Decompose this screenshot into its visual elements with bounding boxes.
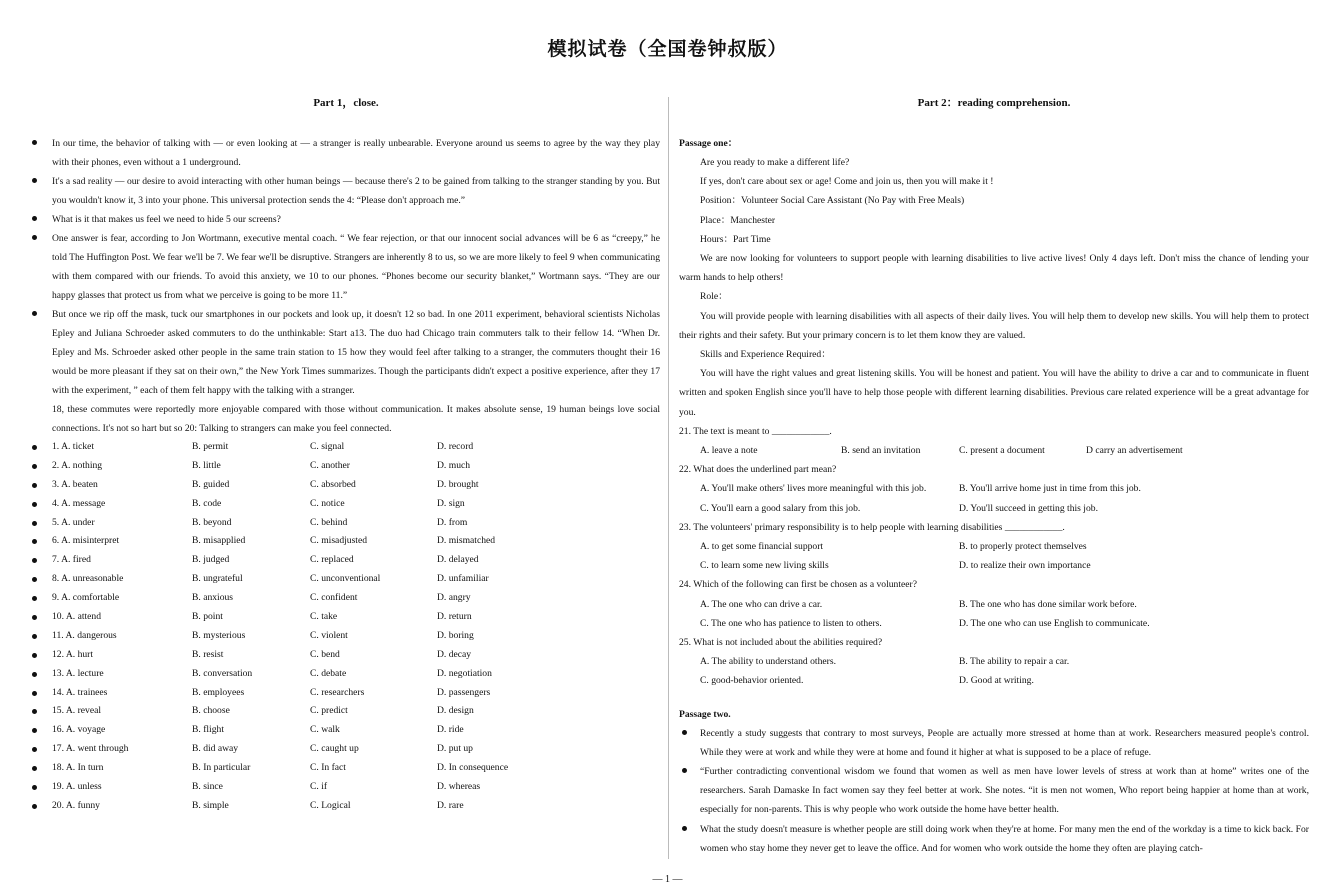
question-row xyxy=(32,532,660,551)
bullet-icon xyxy=(32,539,37,544)
option-c[interactable]: C. misadjusted xyxy=(310,535,368,547)
ad-line: Hours：Part Time xyxy=(700,233,771,245)
question-row xyxy=(32,476,660,495)
option-a[interactable]: A. leave a note xyxy=(700,445,758,457)
option-d[interactable]: D. brought xyxy=(437,478,479,490)
option-b[interactable]: B. judged xyxy=(192,554,230,566)
option-a[interactable]: 6. A. misinterpret xyxy=(52,535,120,547)
option-a[interactable]: 7. A. fired xyxy=(52,554,91,566)
option-c[interactable]: C. The one who has patience to listen to others. xyxy=(700,617,882,629)
option-d[interactable]: D. decay xyxy=(437,648,472,660)
option-a[interactable]: 8. A. unreasonable xyxy=(52,573,124,585)
bullet-icon xyxy=(32,311,37,316)
option-c[interactable]: C. violent xyxy=(310,629,348,641)
passage-two-paragraph: Recently a study suggests that contrary to most surveys, People are actually more stressed at home than at work. Researchers measured people's control. While they were at work and while they were at home and found it higher at what is supposed to be a place of refuge. xyxy=(679,724,1309,762)
bullet-icon xyxy=(32,483,37,488)
option-d[interactable]: D. much xyxy=(437,459,471,471)
passage-two-paragraph: “Further contradicting conventional wisdom we found that women as well as men have lower levels of stress at work than at home” writes one of the researchers. Sarah Damaske In fact women say they feel better at work. She notes. “it is men not women, Who report being happier at home than at work, especially for non-parents. This is why people who work outside the home have better health. xyxy=(679,762,1309,820)
ad-line: Are you ready to make a different life? xyxy=(700,157,850,168)
option-b[interactable]: B. did away xyxy=(192,743,239,755)
question-row xyxy=(32,608,660,627)
option-b[interactable]: B. simple xyxy=(192,799,229,811)
option-a[interactable]: A. to get some financial support xyxy=(700,541,824,553)
option-b[interactable]: B. You'll arrive home just in time from this job. xyxy=(959,483,1141,495)
part2-column xyxy=(679,96,1309,858)
question-row xyxy=(32,721,660,740)
option-a[interactable]: 16. A. voyage xyxy=(52,724,106,736)
options-row xyxy=(679,652,1309,671)
option-d[interactable]: D. angry xyxy=(437,592,471,604)
option-c[interactable]: C. good-behavior oriented. xyxy=(700,675,804,687)
option-a[interactable]: 14. A. trainees xyxy=(52,686,108,698)
passage-two-label: Passage two. xyxy=(679,708,731,720)
option-c[interactable]: C. caught up xyxy=(310,743,359,755)
option-a[interactable]: 17. A. went through xyxy=(52,743,129,755)
option-a[interactable]: 9. A. comfortable xyxy=(52,592,120,604)
bullet-icon xyxy=(32,596,37,601)
option-d[interactable]: D. return xyxy=(437,611,472,623)
option-b[interactable]: B. flight xyxy=(192,724,224,736)
option-b[interactable]: B. choose xyxy=(192,705,230,717)
option-c[interactable]: C. debate xyxy=(310,667,347,679)
question-21: 21. The text is meant to ____________. xyxy=(679,425,832,437)
question-23: 23. The volunteers' primary responsibility is to help people with learning disabilities ____________. xyxy=(679,521,1065,533)
option-b[interactable]: B. anxious xyxy=(192,592,234,604)
bullet-icon xyxy=(32,653,37,658)
option-d[interactable]: D. record xyxy=(437,441,474,452)
option-b[interactable]: B. to properly protect themselves xyxy=(959,541,1087,553)
option-a[interactable]: 11. A. dangerous xyxy=(52,629,117,641)
bullet-icon xyxy=(682,826,687,831)
bullet-icon xyxy=(32,766,37,771)
bullet-icon xyxy=(32,445,37,450)
skills-label: Skills and Experience Required： xyxy=(700,349,831,361)
option-c[interactable]: C. signal xyxy=(310,441,345,452)
option-b[interactable]: B. send an invitation xyxy=(841,445,921,457)
option-d[interactable]: D. mismatched xyxy=(437,535,496,547)
question-row xyxy=(32,551,660,570)
option-a[interactable]: 13. A. lecture xyxy=(52,667,104,679)
column-divider xyxy=(668,97,669,859)
option-d[interactable]: D. In consequence xyxy=(437,762,509,774)
question-row xyxy=(32,570,660,589)
bullet-icon xyxy=(32,615,37,620)
option-d[interactable]: D. rare xyxy=(437,799,464,811)
question-row xyxy=(32,684,660,703)
option-d[interactable]: D. The one who can use English to communicate. xyxy=(959,617,1150,629)
option-a[interactable]: 1. A. ticket xyxy=(52,441,95,452)
option-d[interactable]: D. whereas xyxy=(437,781,481,793)
question-row xyxy=(32,778,660,797)
question-row xyxy=(32,759,660,778)
bullet-icon xyxy=(32,577,37,582)
bullet-icon xyxy=(32,178,37,183)
option-c[interactable]: C. replaced xyxy=(310,554,354,566)
option-b[interactable]: B. mysterious xyxy=(192,629,246,641)
option-c[interactable]: C. predict xyxy=(310,705,348,717)
option-c[interactable]: C. behind xyxy=(310,516,348,528)
question-24: 24. Which of the following can first be chosen as a volunteer? xyxy=(679,579,917,591)
ad-body: We are now looking for volunteers to support people with learning disabilities to live active lives! Only 4 days left. Don't miss the chance of lending your warm hands to help others! xyxy=(679,253,1309,284)
bullet-icon xyxy=(32,521,37,526)
option-b[interactable]: B. ungrateful xyxy=(192,573,243,585)
option-c[interactable]: C. absorbed xyxy=(310,478,356,490)
options-row xyxy=(679,537,1309,556)
option-a[interactable]: 15. A. reveal xyxy=(52,705,102,717)
option-a[interactable]: A. The one who can drive a car. xyxy=(700,598,823,610)
option-a[interactable]: A. You'll make others' lives more meaningful with this job. xyxy=(700,483,927,495)
part1-closing: 18, these commutes were reportedly more enjoyable compared with those without communication. It makes absolute sense, 19 human beings love social connections. It's not so hart but so 20: Talking to strangers can make you feel connected. xyxy=(52,404,660,434)
option-c[interactable]: C. if xyxy=(310,781,328,793)
question-row xyxy=(32,495,660,514)
question-row xyxy=(32,514,660,533)
option-d[interactable]: D. passengers xyxy=(437,686,491,698)
passage-two-paragraph: What the study doesn't measure is whether people are still doing work when they're at home. For many men the end of the workday is a time to kick back. For women who stay home they never get to leave the office. And for women who work outside the home they often are playing catch- xyxy=(679,820,1309,858)
option-a[interactable]: 20. A. funny xyxy=(52,799,100,811)
option-b[interactable]: B. The one who has done similar work before. xyxy=(959,598,1137,610)
bullet-icon xyxy=(32,140,37,145)
option-c[interactable]: C. another xyxy=(310,459,350,471)
option-c[interactable]: C. notice xyxy=(310,497,345,509)
question-row xyxy=(32,646,660,665)
option-c[interactable]: C. researchers xyxy=(310,686,365,698)
option-b[interactable]: B. In particular xyxy=(192,762,251,774)
role-label: Role： xyxy=(700,291,728,303)
option-b[interactable]: B. beyond xyxy=(192,516,232,528)
option-b[interactable]: B. point xyxy=(192,611,223,623)
page-number: — 1 — xyxy=(652,874,683,885)
option-a[interactable]: A. The ability to understand others. xyxy=(700,656,836,668)
option-b[interactable]: B. misapplied xyxy=(192,535,246,547)
option-a[interactable]: 4. A. message xyxy=(52,497,106,509)
option-d[interactable]: D carry an advertisement xyxy=(1086,445,1183,457)
question-row xyxy=(32,797,660,816)
option-b[interactable]: B. permit xyxy=(192,441,229,452)
question-row xyxy=(32,665,660,684)
bullet-icon xyxy=(32,464,37,469)
option-a[interactable]: 2. A. nothing xyxy=(52,459,103,471)
option-a[interactable]: 18. A. In turn xyxy=(52,762,104,774)
passage-one-label: Passage one： xyxy=(679,138,738,149)
options-row xyxy=(679,671,1309,690)
option-c[interactable]: C. Logical xyxy=(310,799,351,811)
options-row xyxy=(679,499,1309,518)
ad-line: If yes, don't care about sex or age! Come and join us, then you will make it ! xyxy=(700,176,994,188)
bullet-icon xyxy=(32,216,37,221)
bullet-icon xyxy=(32,804,37,809)
option-b[interactable]: B. employees xyxy=(192,686,245,698)
option-c[interactable]: C. confident xyxy=(310,592,358,604)
part1-heading: Part 1，close. xyxy=(313,97,379,109)
option-a[interactable]: 3. A. beaten xyxy=(52,478,98,490)
part1-paragraph: But once we rip off the mask, tuck our smartphones in our pockets and look up, it doesn't 12 so bad. In one 2011 experiment, behavioral scientists Nicholas Epley and Juliana Schroeder asked commuters to do the unthinkable: Start a13. The duo had Chicago train commuters talk to their fellow 14. “When Dr. Epley and Ms. Schroeder asked other people in the same train station to 15 how they would feel after talking to a stranger, the commuters thought their 16 would be more pleasant if they sat on their own,” the New York Times summarizes. Though the participants didn't expect a positive experience, after they 17 with the experiment, ” each of them felt happy with the talking with a stranger. xyxy=(32,305,660,400)
option-a[interactable]: 10. A. attend xyxy=(52,611,102,623)
option-a[interactable]: 12. A. hurt xyxy=(52,648,94,660)
bullet-icon xyxy=(32,235,37,240)
option-d[interactable]: D. boring xyxy=(437,629,474,641)
option-d[interactable]: D. design xyxy=(437,705,474,717)
option-c[interactable]: C. In fact xyxy=(310,762,346,774)
option-c[interactable]: C. bend xyxy=(310,648,340,660)
option-d[interactable]: D. sign xyxy=(437,497,465,509)
option-a[interactable]: 5. A. under xyxy=(52,516,95,528)
question-row xyxy=(32,457,660,476)
part2-heading: Part 2：reading comprehension. xyxy=(917,97,1071,109)
bullet-icon xyxy=(682,768,687,773)
option-c[interactable]: C. You'll earn a good salary from this job. xyxy=(700,502,861,514)
cloze-options xyxy=(32,438,660,816)
option-b[interactable]: B. The ability to repair a car. xyxy=(959,656,1070,668)
option-c[interactable]: C. unconventional xyxy=(310,573,381,585)
option-a[interactable]: 19. A. unless xyxy=(52,781,102,793)
option-d[interactable]: D. ride xyxy=(437,724,464,736)
part1-column xyxy=(32,96,660,816)
option-b[interactable]: B. code xyxy=(192,497,222,509)
options-row xyxy=(679,614,1309,633)
bullet-icon xyxy=(32,672,37,677)
option-d[interactable]: D. Good at writing. xyxy=(959,675,1034,687)
option-d[interactable]: D. negotiation xyxy=(437,667,492,679)
options-row xyxy=(679,479,1309,498)
question-25: 25. What is not included about the abilities required? xyxy=(679,636,883,648)
option-d[interactable]: D. You'll succeed in getting this job. xyxy=(959,502,1098,514)
bullet-icon xyxy=(32,558,37,563)
option-b[interactable]: B. little xyxy=(192,459,221,471)
options-row xyxy=(679,556,1309,575)
option-b[interactable]: B. since xyxy=(192,781,223,793)
question-row xyxy=(32,589,660,608)
bullet-icon xyxy=(32,747,37,752)
option-c[interactable]: C. take xyxy=(310,611,338,623)
option-b[interactable]: B. resist xyxy=(192,648,224,660)
bullet-icon xyxy=(682,730,687,735)
question-row xyxy=(32,627,660,646)
question-row xyxy=(32,740,660,759)
option-b[interactable]: B. conversation xyxy=(192,667,253,679)
option-d[interactable]: D. unfamiliar xyxy=(437,573,489,585)
role-body: You will provide people with learning disabilities with all aspects of their daily lives. You will help them to develop new skills. You will help them to protect their rights and their safety. But your primary concern is to let them know they are valued. xyxy=(679,310,1309,341)
question-row xyxy=(32,438,660,457)
option-b[interactable]: B. guided xyxy=(192,478,230,490)
bullet-icon xyxy=(32,691,37,696)
bullet-icon xyxy=(32,634,37,639)
option-d[interactable]: D. from xyxy=(437,516,468,528)
option-c[interactable]: C. walk xyxy=(310,724,340,736)
bullet-icon xyxy=(32,709,37,714)
option-d[interactable]: D. delayed xyxy=(437,554,479,566)
part1-paragraph: It's a sad reality — our desire to avoid interacting with other human beings — because there's 2 to be gained from talking to the stranger standing by you. But you wouldn't know it, 3 into your phone. This universal protection sends the 4: “Please don't approach me.” xyxy=(32,172,660,210)
ad-line: Position：Volunteer Social Care Assistant (No Pay with Free Meals) xyxy=(700,195,965,207)
bullet-icon xyxy=(32,502,37,507)
part1-paragraph: What is it that makes us feel we need to hide 5 our screens? xyxy=(32,210,660,229)
part1-paragraph: In our time, the behavior of talking with — or even looking at — a stranger is really unbearable. Everyone around us seems to agree by the way they play with their phones, even without a 1 underground. xyxy=(32,134,660,172)
option-c[interactable]: C. present a document xyxy=(959,445,1045,457)
part1-paragraph: One answer is fear, according to Jon Wortmann, executive mental coach. “ We fear rejection, or that our innocent social advances will be 6 as “creepy,” he told The Huffington Post. We fear we'll be 7. We fear we'll be disruptive. Strangers are inherently 8 to us, so we are more likely to feel 9 when communicating with them compared with our friends. To avoid this anxiety, we 10 to our phones. “Phones become our security blanket,” Wortmann says. “They are our happy glasses that protect us from what we perceive is going to be more 11.” xyxy=(32,229,660,305)
page-title: 模拟试卷（全国卷钟叔版） xyxy=(547,39,788,60)
ad-line: Place：Manchester xyxy=(700,214,776,226)
options-row xyxy=(679,441,1309,460)
option-d[interactable]: D. to realize their own importance xyxy=(959,560,1091,572)
options-row xyxy=(679,595,1309,614)
bullet-icon xyxy=(32,785,37,790)
question-22: 22. What does the underlined part mean? xyxy=(679,464,837,476)
option-d[interactable]: D. put up xyxy=(437,743,473,755)
option-c[interactable]: C. to learn some new living skills xyxy=(700,560,829,572)
question-row xyxy=(32,702,660,721)
skills-body: You will have the right values and great listening skills. You will be honest and patient. You will have the ability to drive a car and to communicate in fluent written and spoken English since you'll have to help those people with different learning disabilities. Previous care related experience will be a great advantage for you. xyxy=(679,368,1309,418)
bullet-icon xyxy=(32,728,37,733)
